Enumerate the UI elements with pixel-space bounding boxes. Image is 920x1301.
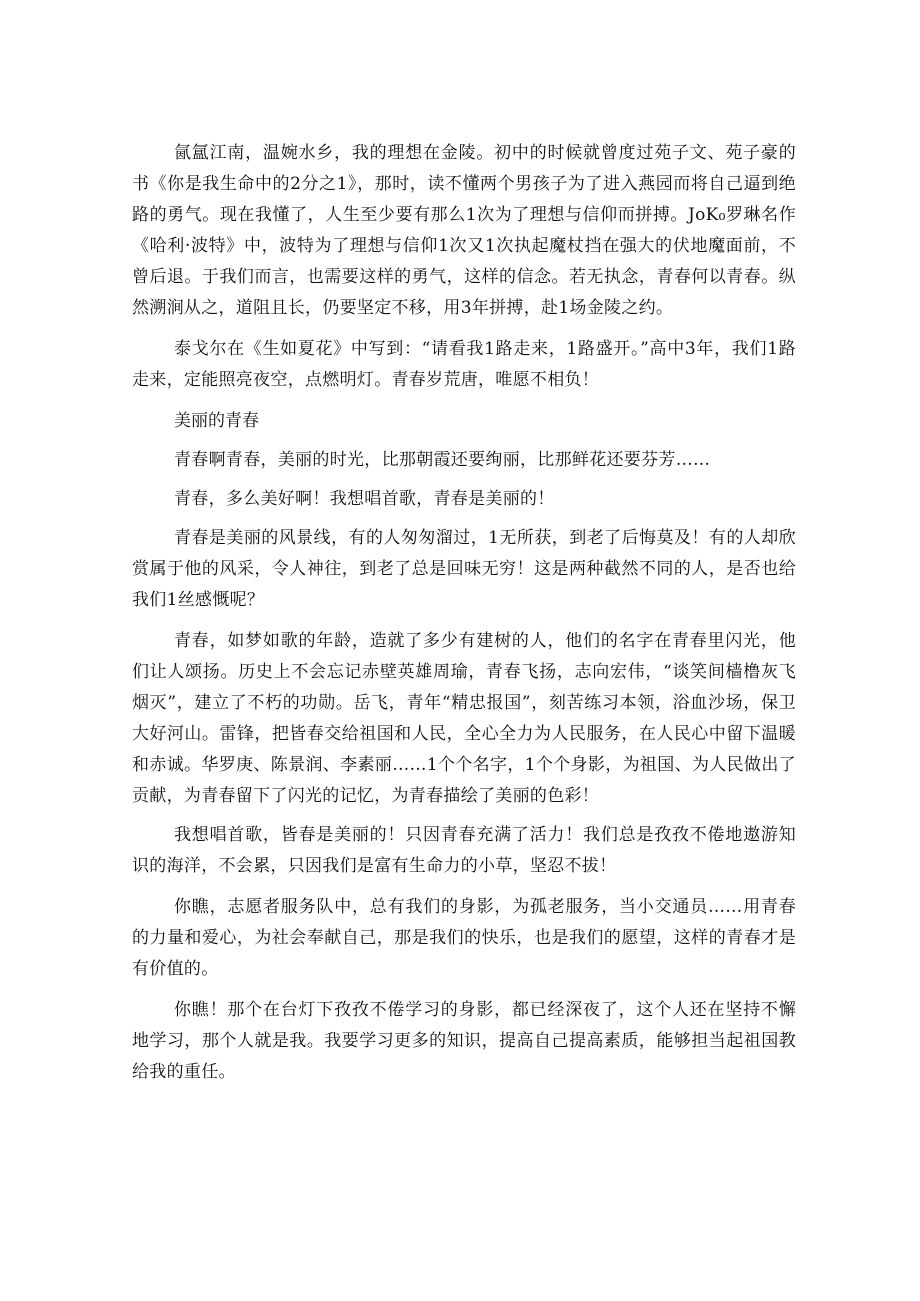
paragraph-jinling-dream: 氤氲江南，温婉水乡，我的理想在金陵。初中的时候就曾度过苑子文、苑子豪的书《你是我生命中的2分之1》，那时，读不懂两个男孩子为了进入燕园而将自己逼到绝路的勇气。现在我懂了，人生至少要有那么1次为了理想与信仰而拼搏。JoK₀罗琳名作《哈利·波特》中，波特为了理想与信仰1次又1次执起魔杖挡在强大的伏地魔面前，不曾后退。于我们而言，也需要这样的勇气，这样的信念。若无执念，青春何以青春。纵然溯涧从之，道阻且长，仍要坚定不移，用3年拼搏，赴1场金陵之约。 [132, 143, 796, 318]
paragraph-youth-vitality: 我想唱首歌，皆春是美丽的！只因青春充满了活力！我们总是孜孜不倦地遨游知识的海洋，不会累，只因我们是富有生命力的小草，坚忍不拔！ [132, 825, 796, 876]
paragraph-youth-scenery: 青春是美丽的风景线，有的人匆匆溜过，1无所获，到老了后悔莫及！有的人却欣赏属于他的风采，令人神往，到老了总是回味无穷！这是两种截然不同的人，是否也给我们1丝感慨呢？ [132, 528, 796, 610]
paragraph-tagore-quote: 泰戈尔在《生如夏花》中写到：“请看我1路走来，1路盛开。”高中3年，我们1路走来，定能照亮夜空，点燃明灯。青春岁荒唐，唯愿不相负！ [132, 339, 796, 390]
paragraph-youth-intro: 青春啊青春，美丽的时光，比那朝霞还要绚丽，比那鲜花还要芬芳…… [174, 450, 711, 470]
document-page [132, 138, 796, 1088]
paragraph-study: 你瞧！那个在台灯下孜孜不倦学习的身影，都已经深夜了，这个人还在坚持不懈地学习，那个人就是我。我要学习更多的知识，提高自己提高素质，能够担当起祖国教给我的重任。 [132, 1000, 796, 1082]
section-title: 美丽的青春 [174, 411, 259, 431]
paragraph-youth-song: 青春，多么美好啊！我想唱首歌，青春是美丽的！ [174, 489, 555, 509]
paragraph-volunteer: 你瞧，志愿者服务队中，总有我们的身影，为孤老服务，当小交通员……用青春的力量和爱心，为社会奉献自己，那是我们的快乐，也是我们的愿望，这样的青春才是有价值的。 [132, 897, 796, 979]
paragraph-youth-heroes: 青春，如梦如歌的年龄，造就了多少有建树的人，他们的名字在青春里闪光，他们让人颂扬。历史上不会忘记赤壁英雄周瑜，青春飞扬，志向宏伟，“谈笑间樯橹灰飞烟灭”，建立了不朽的功勋。岳飞，青年“精忠报国”，刻苦练习本领，浴血沙场，保卫大好河山。雷锋，把皆春交给祖国和人民，全心全力为人民服务，在人民心中留下温暖和赤诚。华罗庚、陈景润、李素丽……1个个名字，1个个身影，为祖国、为人民做出了贡献，为青春留下了闪光的记忆，为青春描绘了美丽的色彩！ [132, 631, 796, 806]
